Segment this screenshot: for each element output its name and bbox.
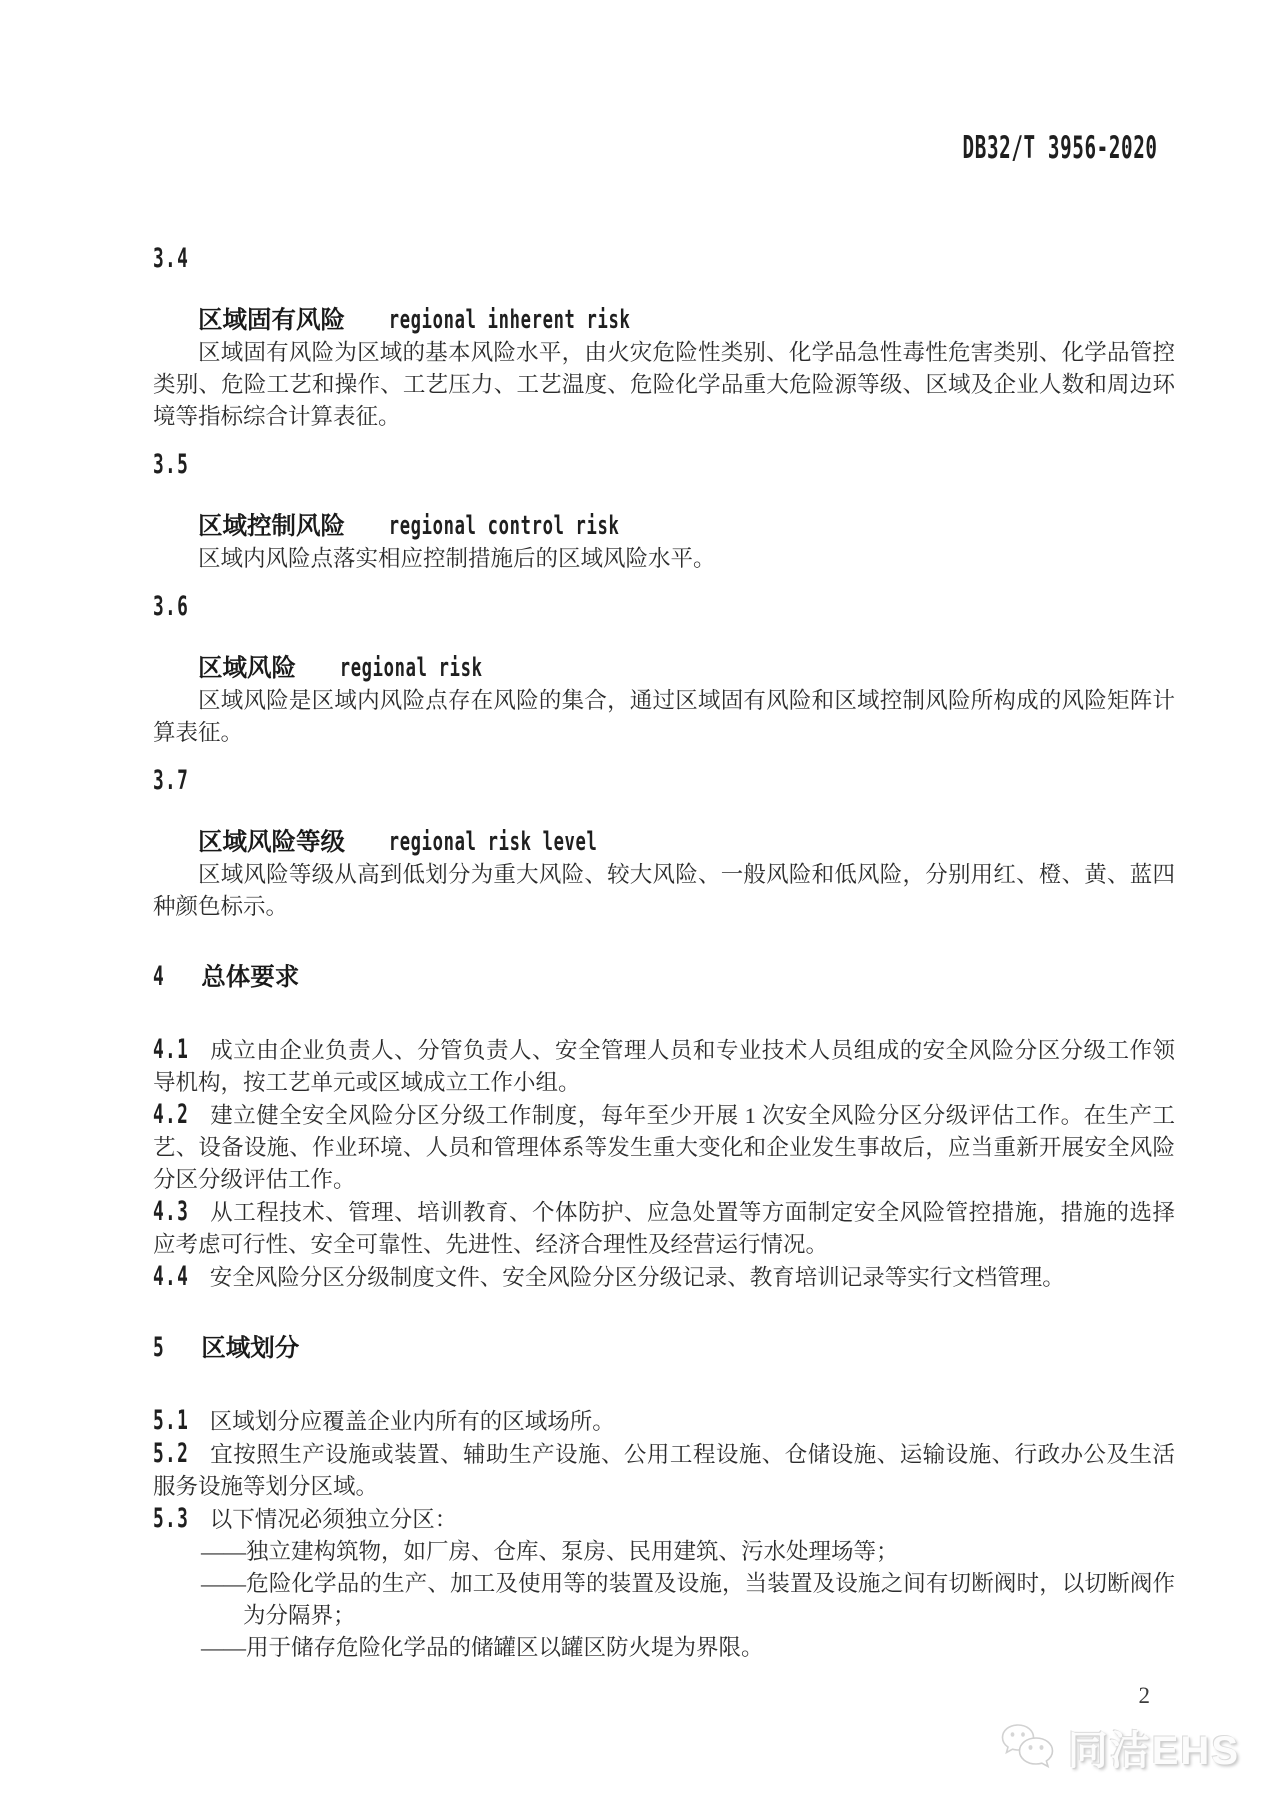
term-heading-3-4 xyxy=(153,304,1175,337)
clause-text: 区域划分应覆盖企业内所有的区域场所。 xyxy=(209,1409,615,1434)
chapter-heading-5 xyxy=(153,1332,1175,1365)
clause-4-2 xyxy=(153,1099,1175,1196)
page-header xyxy=(0,130,1280,170)
clause-number-text: 3.6 xyxy=(153,591,190,622)
clause-number-text: 3.4 xyxy=(153,243,190,274)
document-content xyxy=(153,243,1175,1712)
clause-number-3-5 xyxy=(153,449,1175,482)
term-en-label: regional risk level xyxy=(388,827,598,857)
term-heading-3-6 xyxy=(153,652,1175,685)
clause-text: 从工程技术、管理、培训教育、个体防护、应急处置等方面制定安全风险管控措施，措施的选择应考虑可行性、安全可靠性、先进性、经济合理性及经营运行情况。 xyxy=(153,1200,1175,1257)
clause-number-3-7 xyxy=(153,765,1175,798)
term-en-label: regional risk xyxy=(339,653,483,683)
term-en-label: regional inherent risk xyxy=(388,305,631,335)
watermark-text: 同洁EHS xyxy=(1067,1728,1240,1773)
clause-number-text: 4.3 xyxy=(153,1196,190,1227)
term-definition-3-6: 区域风险是区域内风险点存在风险的集合，通过区域固有风险和区域控制风险所构成的风险矩阵计算表征。 xyxy=(153,688,1175,745)
clause-number-text: 3.5 xyxy=(153,449,190,480)
chapter-number: 4 xyxy=(153,961,166,992)
chapter-title: 总体要求 xyxy=(201,964,300,991)
term-cn-label: 区域风险 xyxy=(198,655,296,682)
term-definition-3-4: 区域固有风险为区域的基本风险水平，由火灾危险性类别、化学品急性毒性危害类别、化学品管控类别、危险工艺和操作、工艺压力、工艺温度、危险化学品重大危险源等级、区域及企业人数和周边环境等指标综合计算表征。 xyxy=(153,340,1175,429)
watermark xyxy=(996,1718,1240,1776)
chapter-number: 5 xyxy=(153,1332,166,1363)
dash-list-item: ——独立建构筑物，如厂房、仓库、泵房、民用建筑、污水处理场等； xyxy=(201,1539,899,1564)
clause-text: 建立健全安全风险分区分级工作制度，每年至少开展 1 次安全风险分区分级评估工作。在生产工艺、设备设施、作业环境、人员和管理体系等发生重大变化和企业发生事故后，应当重新开展安全风险分区分级评估工作。 xyxy=(153,1103,1175,1192)
term-cn-label: 区域固有风险 xyxy=(198,307,345,334)
clause-4-1 xyxy=(153,1034,1175,1099)
term-heading-3-5 xyxy=(153,510,1175,543)
chapter-title: 区域划分 xyxy=(201,1335,300,1362)
clause-4-4 xyxy=(153,1261,1175,1294)
clause-4-3 xyxy=(153,1196,1175,1261)
clause-number-text: 5.2 xyxy=(153,1438,190,1469)
clause-number-3-4 xyxy=(153,243,1175,276)
clause-number-text: 5.1 xyxy=(153,1405,190,1436)
dash-list-item: ——用于储存危险化学品的储罐区以罐区防火堤为界限。 xyxy=(201,1635,764,1660)
clause-text: 安全风险分区分级制度文件、安全风险分区分级记录、教育培训记录等实行文档管理。 xyxy=(209,1265,1065,1290)
clause-text: 以下情况必须独立分区： xyxy=(209,1507,458,1532)
clause-5-1 xyxy=(153,1405,1175,1438)
standard-number: DB32/T 3956-2020 xyxy=(962,130,1158,166)
term-en-label: regional control risk xyxy=(388,511,620,541)
term-definition-3-7: 区域风险等级从高到低划分为重大风险、较大风险、一般风险和低风险，分别用红、橙、黄、蓝四种颜色标示。 xyxy=(153,862,1175,919)
dash-list-item: ——危险化学品的生产、加工及使用等的装置及设施，当装置及设施之间有切断阀时，以切断阀作为分隔界； xyxy=(201,1571,1175,1628)
clause-5-2 xyxy=(153,1438,1175,1503)
page-number: 2 xyxy=(1138,1683,1150,1708)
term-definition-3-5: 区域内风险点落实相应控制措施后的区域风险水平。 xyxy=(198,546,716,571)
clause-number-text: 4.1 xyxy=(153,1034,190,1065)
term-cn-label: 区域控制风险 xyxy=(198,513,345,540)
chapter-heading-4 xyxy=(153,961,1175,994)
clause-text: 成立由企业负责人、分管负责人、安全管理人员和专业技术人员组成的安全风险分区分级工作领导机构，按工艺单元或区域成立工作小组。 xyxy=(153,1038,1175,1095)
clause-5-3 xyxy=(153,1503,1175,1536)
term-heading-3-7 xyxy=(153,826,1175,859)
clause-number-text: 5.3 xyxy=(153,1503,190,1534)
clause-number-text: 3.7 xyxy=(153,765,190,796)
clause-number-text: 4.2 xyxy=(153,1099,190,1130)
clause-number-3-6 xyxy=(153,591,1175,624)
clause-number-text: 4.4 xyxy=(153,1261,190,1292)
clause-text: 宜按照生产设施或装置、辅助生产设施、公用工程设施、仓储设施、运输设施、行政办公及生活服务设施等划分区域。 xyxy=(153,1442,1175,1499)
wechat-icon xyxy=(996,1718,1060,1776)
term-cn-label: 区域风险等级 xyxy=(198,829,345,856)
